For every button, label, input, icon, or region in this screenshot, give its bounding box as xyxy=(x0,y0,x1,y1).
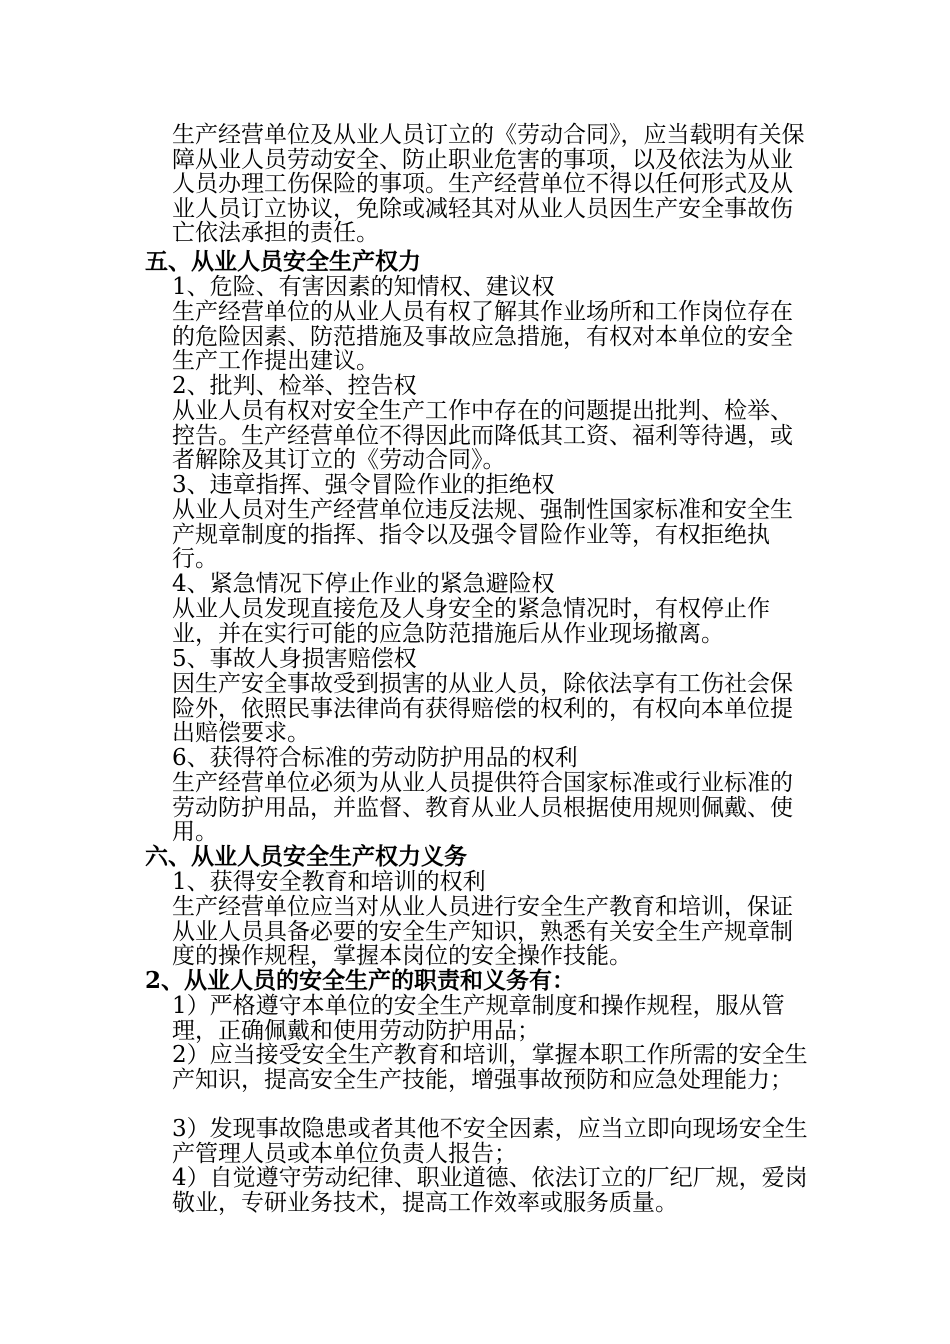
right-1-title: 1、危险、有害因素的知情权、建议权 xyxy=(172,274,555,300)
duty-item-4: 4）自觉遵守劳动纪律、职业道德、依法订立的厂纪厂规，爱岗敬业，专研业务技术，提高工作效率或服务质量。 xyxy=(172,1165,808,1216)
training-right-text: 生产经营单位应当对从业人员进行安全生产教育和培训，保证从业人员具备必要的安全生产知识，熟悉有关安全生产规章制度的操作规程，掌握本岗位的安全操作技能。 xyxy=(172,894,793,969)
right-5-title: 5、事故人身损害赔偿权 xyxy=(172,646,417,672)
right-4-title: 4、紧急情况下停止作业的紧急避险权 xyxy=(172,571,555,597)
duty-item-2: 2）应当接受安全生产教育和培训，掌握本职工作所需的安全生产知识，提高安全生产技能，增强事故预防和应急处理能力； xyxy=(172,1042,808,1093)
right-3-text: 从业人员对生产经营单位违反法规、强制性国家标准和安全生产规章制度的指挥、指令以及强令冒险作业等，有权拒绝执行。 xyxy=(172,497,793,572)
right-1-text: 生产经营单位的从业人员有权了解其作业场所和工作岗位存在的危险因素、防范措施及事故应急措施，有权对本单位的安全生产工作提出建议。 xyxy=(172,299,793,374)
right-6-title: 6、获得符合标准的劳动防护用品的权利 xyxy=(172,745,578,771)
duty-item-1: 1）严格遵守本单位的安全生产规章制度和操作规程，服从管理，正确佩戴和使用劳动防护用品； xyxy=(172,993,785,1044)
duties-heading: 2、从业人员的安全生产的职责和义务有： xyxy=(145,967,576,994)
duty-item-3: 3）发现事故隐患或者其他不安全因素，应当立即向现场安全生产管理人员或本单位负责人报告； xyxy=(172,1116,808,1167)
right-6-text: 生产经营单位必须为从业人员提供符合国家标准或行业标准的劳动防护用品，并监督、教育从业人员根据使用规则佩戴、使用。 xyxy=(172,770,793,845)
right-5-text: 因生产安全事故受到损害的从业人员，除依法享有工伤社会保险外，依照民事法律尚有获得赔偿的权利的，有权向本单位提出赔偿要求。 xyxy=(172,671,793,746)
section-five-heading: 五、从业人员安全生产权力 xyxy=(145,248,421,275)
right-3-title: 3、违章指挥、强令冒险作业的拒绝权 xyxy=(172,472,555,498)
right-4-text: 从业人员发现直接危及人身安全的紧急情况时，有权停止作业，并在实行可能的应急防范措施后从作业现场撤离。 xyxy=(172,596,770,647)
intro-paragraph: 生产经营单位及从业人员订立的《劳动合同》，应当载明有关保障从业人员劳动安全、防止职业危害的事项，以及依法为从业人员办理工伤保险的事项。生产经营单位不得以任何形式及从业人员订立协议，免除或减轻其对从业人员因生产安全事故伤亡依法承担的责任。 xyxy=(172,122,805,246)
right-2-title: 2、批判、检举、控告权 xyxy=(172,373,417,399)
section-six-heading: 六、从业人员安全生产权力义务 xyxy=(145,843,467,870)
right-2-text: 从业人员有权对安全生产工作中存在的问题提出批判、检举、控告。生产经营单位不得因此而降低其工资、福利等待遇，或者解除及其订立的《劳动合同》。 xyxy=(172,398,793,473)
training-right-title: 1、获得安全教育和培训的权利 xyxy=(172,869,486,895)
